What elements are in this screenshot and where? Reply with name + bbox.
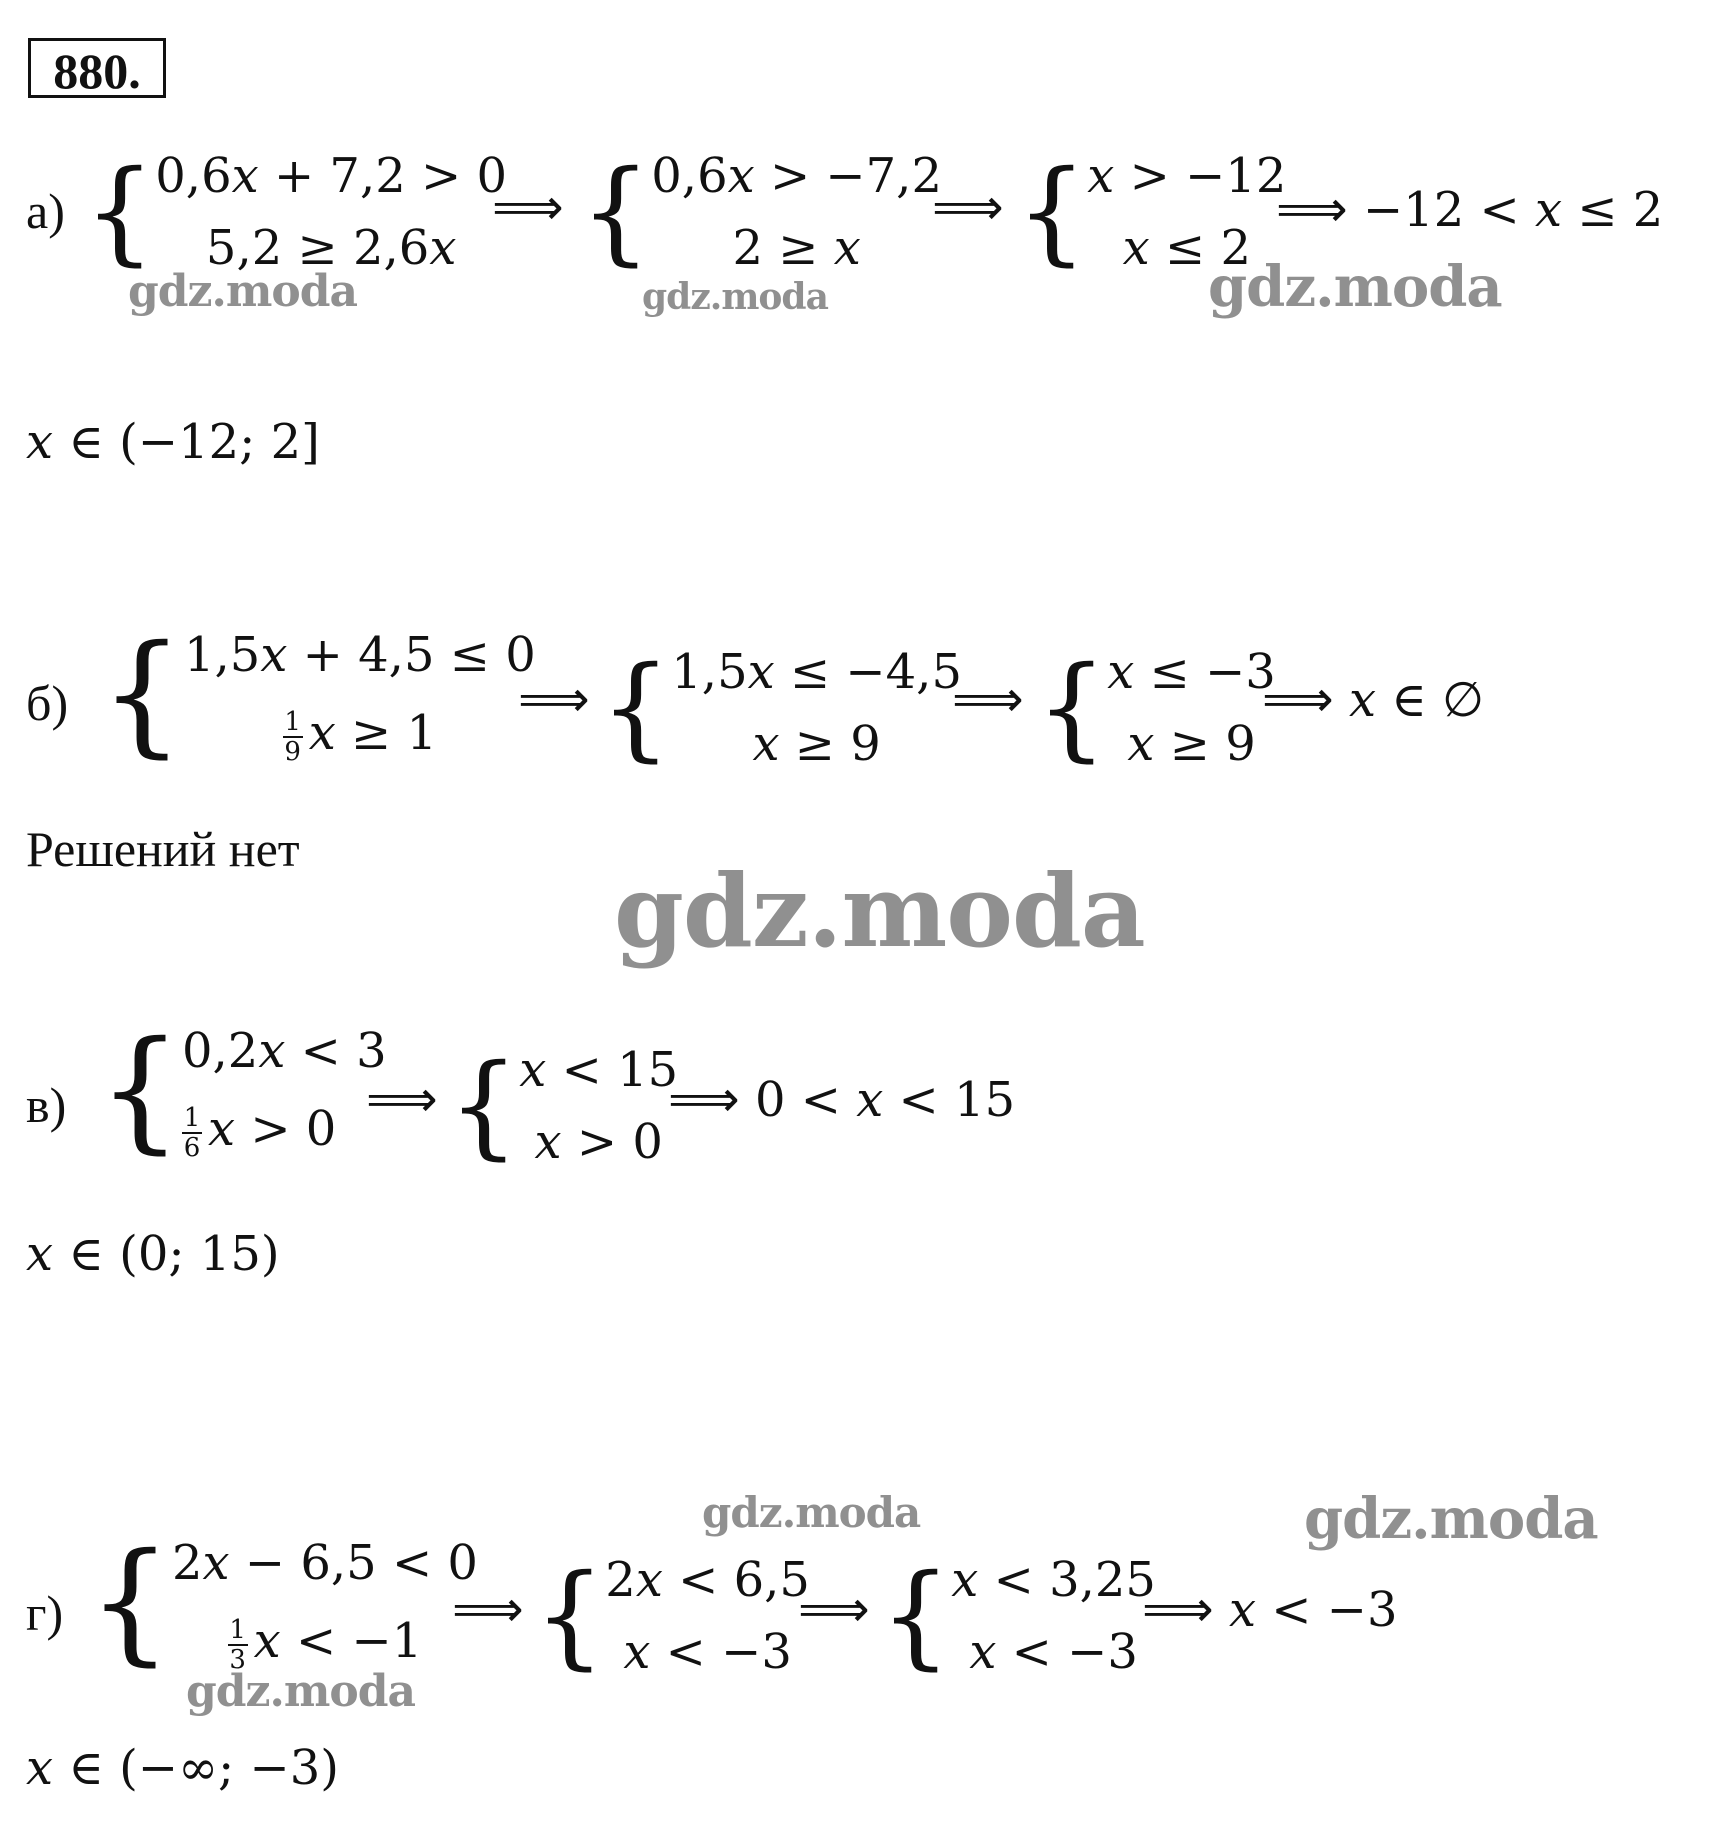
equation-line: $\frac{1}{6}$ x > 0: [183, 1101, 337, 1163]
part-a-label: а): [26, 183, 65, 239]
part-g-system-3: [880, 1544, 1156, 1688]
brace-icon: {: [100, 617, 184, 771]
brace-icon: {: [88, 1525, 172, 1679]
brace-icon: {: [1036, 643, 1108, 773]
fraction: $\frac{1}{6}$: [183, 1102, 201, 1163]
equation-line: 0,6x + 7,2 > 0: [155, 148, 508, 204]
watermark: gdz.moda: [614, 852, 1145, 970]
brace-icon: {: [1016, 147, 1088, 277]
equation-line: $\frac{1}{9}$ x ≥ 1: [284, 705, 438, 767]
part-v-system-2: [448, 1034, 678, 1178]
equation-line: 0,6x > −7,2: [651, 148, 942, 204]
part-v-result: ⟹ 0 < x < 15: [668, 1070, 1016, 1128]
brace-icon: {: [600, 643, 672, 773]
watermark: gdz.moda: [1208, 254, 1502, 320]
fraction: $\frac{1}{3}$: [229, 1614, 246, 1675]
part-g-result: ⟹ x < −3: [1142, 1580, 1398, 1638]
equation-line: x > −12: [1087, 148, 1287, 204]
watermark: gdz.moda: [1304, 1486, 1598, 1552]
implies-arrow: ⟹: [932, 178, 1004, 236]
part-v-label: в): [26, 1077, 67, 1133]
equation-line: x < 3,25: [951, 1552, 1156, 1608]
equation-line: x < −3: [969, 1624, 1138, 1680]
answer-interval: (0; 15): [119, 1226, 280, 1282]
brace-icon: {: [84, 147, 156, 277]
watermark: gdz.moda: [642, 276, 828, 318]
part-a-system-2: [580, 140, 942, 284]
implies-arrow: ⟹: [518, 670, 590, 728]
equation-line: x < −3: [623, 1624, 792, 1680]
problem-number: 880.: [28, 38, 166, 98]
part-g-system-1: [88, 1524, 478, 1680]
part-b-system-1: [100, 616, 536, 772]
brace-icon: {: [448, 1041, 520, 1171]
implies-arrow: ⟹: [492, 178, 564, 236]
answer-interval: (−∞; −3): [119, 1740, 339, 1796]
part-b-system-2: [600, 636, 962, 780]
brace-icon: {: [880, 1551, 952, 1681]
part-b-result: ⟹ x ∈ ∅: [1262, 670, 1484, 728]
equation-line: x ≥ 9: [752, 716, 881, 772]
brace-icon: {: [534, 1551, 606, 1681]
equation-line: 5,2 ≥ 2,6x: [205, 220, 457, 276]
equation-line: x ≥ 9: [1127, 716, 1256, 772]
implies-arrow: ⟹: [952, 670, 1024, 728]
part-g-answer: x ∈ (−∞; −3): [26, 1740, 339, 1796]
brace-icon: {: [98, 1013, 182, 1167]
equation-line: 2 ≥ x: [732, 220, 861, 276]
part-v-system-1: [98, 1012, 387, 1168]
equation-line: x > 0: [534, 1114, 663, 1170]
answer-interval: (−12; 2]: [119, 414, 320, 470]
part-b-system-3: [1036, 636, 1276, 780]
part-b-label: б): [26, 675, 69, 731]
brace-icon: {: [580, 147, 652, 277]
equation-line: x ≤ 2: [1122, 220, 1251, 276]
watermark: gdz.moda: [186, 1666, 416, 1717]
implies-arrow: ⟹: [798, 1580, 870, 1638]
part-b-note: Решений нет: [26, 821, 300, 877]
part-a-answer: x ∈ (−12; 2]: [26, 414, 320, 470]
equation-line: x < 15: [519, 1042, 679, 1098]
watermark: gdz.moda: [702, 1488, 921, 1537]
part-g-label: г): [26, 1585, 64, 1641]
implies-arrow: ⟹: [452, 1580, 524, 1638]
equation-line: 1,5x + 4,5 ≤ 0: [183, 627, 536, 683]
part-a-system-1: [84, 140, 507, 284]
equation-line: 2x < 6,5: [605, 1552, 810, 1608]
equation-line: x ≤ −3: [1107, 644, 1276, 700]
equation-line: $\frac{1}{3}$ x < −1: [229, 1613, 423, 1675]
equation-line: 0,2x < 3: [181, 1023, 387, 1079]
part-v-answer: x ∈ (0; 15): [26, 1226, 280, 1282]
fraction: $\frac{1}{9}$: [284, 706, 301, 767]
implies-arrow: ⟹: [366, 1070, 438, 1128]
equation-line: 2x − 6,5 < 0: [171, 1535, 478, 1591]
part-g-system-2: [534, 1544, 810, 1688]
watermark: gdz.moda: [128, 266, 358, 317]
equation-line: 1,5x ≤ −4,5: [671, 644, 962, 700]
part-a-result: ⟹ −12 < x ≤ 2: [1276, 180, 1664, 238]
